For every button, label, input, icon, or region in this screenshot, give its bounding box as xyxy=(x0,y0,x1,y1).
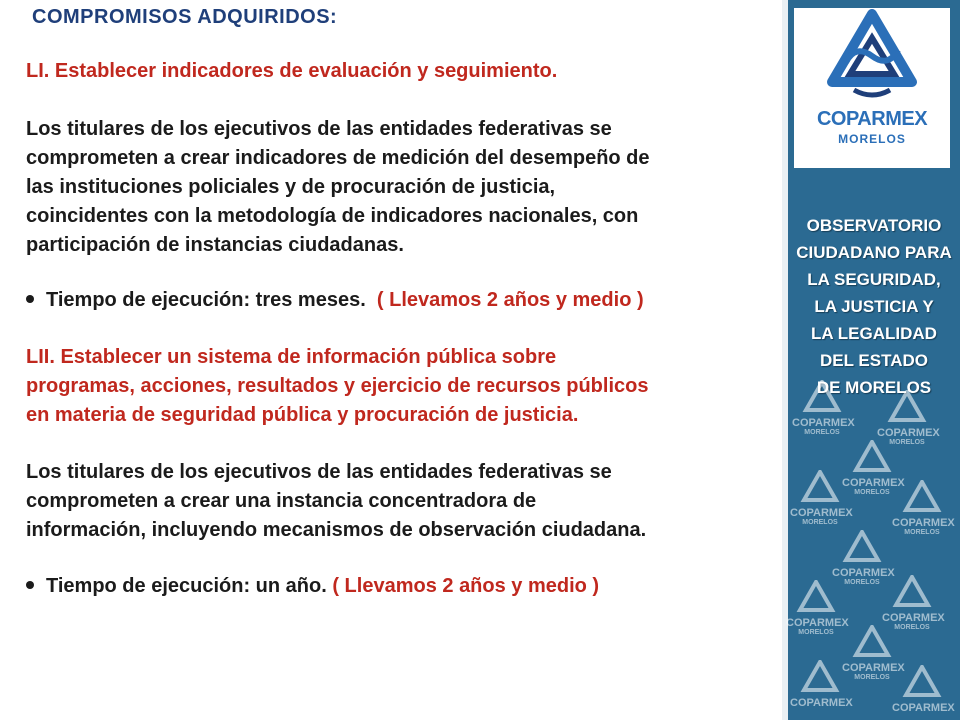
watermark-sub: MORELOS xyxy=(844,579,880,586)
watermark-sub: MORELOS xyxy=(894,624,930,631)
watermark-name: COPARMEX xyxy=(892,702,955,714)
item2-bullet xyxy=(26,575,599,598)
watermark-logo xyxy=(790,660,853,709)
coparmex-emblem-icon xyxy=(790,660,850,694)
coparmex-emblem-icon xyxy=(882,575,942,609)
coparmex-emblem-icon xyxy=(842,625,902,659)
slide-heading: COMPROMISOS ADQUIRIDOS: xyxy=(32,6,338,28)
bullet-icon xyxy=(26,295,34,303)
item2-title: LII. Establecer un sistema de información pública sobre programas, acciones, resultados y ejercicio de recursos públicos en materia de seguridad pública y procuración de justicia. xyxy=(26,346,649,426)
item1-bullet xyxy=(26,289,644,312)
watermark-sub: MORELOS xyxy=(798,629,834,636)
coparmex-emblem-icon xyxy=(832,530,892,564)
item2-bullet-note: ( Llevamos 2 años y medio ) xyxy=(332,575,600,597)
watermark-logo xyxy=(892,665,955,714)
logo-brand-text: COPARMEX xyxy=(816,108,928,130)
coparmex-emblem-icon xyxy=(794,8,950,108)
watermark-logo xyxy=(882,575,945,631)
watermark-name: COPARMEX xyxy=(877,427,940,439)
watermark-sub: MORELOS xyxy=(904,529,940,536)
coparmex-emblem-icon xyxy=(790,470,850,504)
coparmex-emblem-icon xyxy=(877,390,937,424)
watermark-logo xyxy=(792,380,855,436)
watermark-logo xyxy=(786,580,849,636)
coparmex-emblem-icon xyxy=(892,665,952,699)
item2-bullet-text: Tiempo de ejecución: un año. xyxy=(46,575,327,597)
watermark-logo xyxy=(877,390,940,446)
item1-body: Los titulares de los ejecutivos de las entidades federativas se comprometen a crear indicadores de medición del desempeño de las instituciones policiales y de procuración de justicia, coincidentes con la metodología de indicadores nacionales, con participación de instancias ciudadanas. xyxy=(26,118,650,256)
watermark-name: COPARMEX xyxy=(790,507,853,519)
watermark-name: COPARMEX xyxy=(792,417,855,429)
coparmex-emblem-icon xyxy=(892,480,952,514)
logo-sub-text: MORELOS xyxy=(838,132,906,146)
item1-bullet-text: Tiempo de ejecución: tres meses. xyxy=(46,289,366,311)
watermark-sub: MORELOS xyxy=(889,439,925,446)
watermark-name: COPARMEX xyxy=(842,477,905,489)
watermark-logo xyxy=(892,480,955,536)
watermark-name: COPARMEX xyxy=(832,567,895,579)
coparmex-emblem-icon xyxy=(786,580,846,614)
watermark-name: COPARMEX xyxy=(786,617,849,629)
coparmex-emblem-icon xyxy=(792,380,852,414)
watermark-name: COPARMEX xyxy=(882,612,945,624)
watermark-sub: MORELOS xyxy=(802,519,838,526)
item1-bullet-note: ( Llevamos 2 años y medio ) xyxy=(376,289,644,311)
watermark-logo xyxy=(790,470,853,526)
watermark-name: COPARMEX xyxy=(842,662,905,674)
sidebar-panel xyxy=(782,0,960,720)
watermark-name: COPARMEX xyxy=(790,697,853,709)
bullet-icon xyxy=(26,581,34,589)
watermark-sub: MORELOS xyxy=(854,674,890,681)
coparmex-logo xyxy=(794,8,950,168)
watermark-sub: MORELOS xyxy=(854,489,890,496)
item2-body: Los titulares de los ejecutivos de las entidades federativas se comprometen a crear una instancia concentradora de información, incluyendo mecanismos de observación ciudadana. xyxy=(26,461,647,541)
watermark-name: COPARMEX xyxy=(892,517,955,529)
watermark-sub: MORELOS xyxy=(804,429,840,436)
observatorio-title: OBSERVATORIO CIUDADANO PARA LA SEGURIDAD, LA JUSTICIA Y LA LEGALIDAD DEL ESTADO DE MORELOS xyxy=(796,216,952,397)
item1-title: LI. Establecer indicadores de evaluación y seguimiento. xyxy=(26,60,558,82)
coparmex-emblem-icon xyxy=(842,440,902,474)
